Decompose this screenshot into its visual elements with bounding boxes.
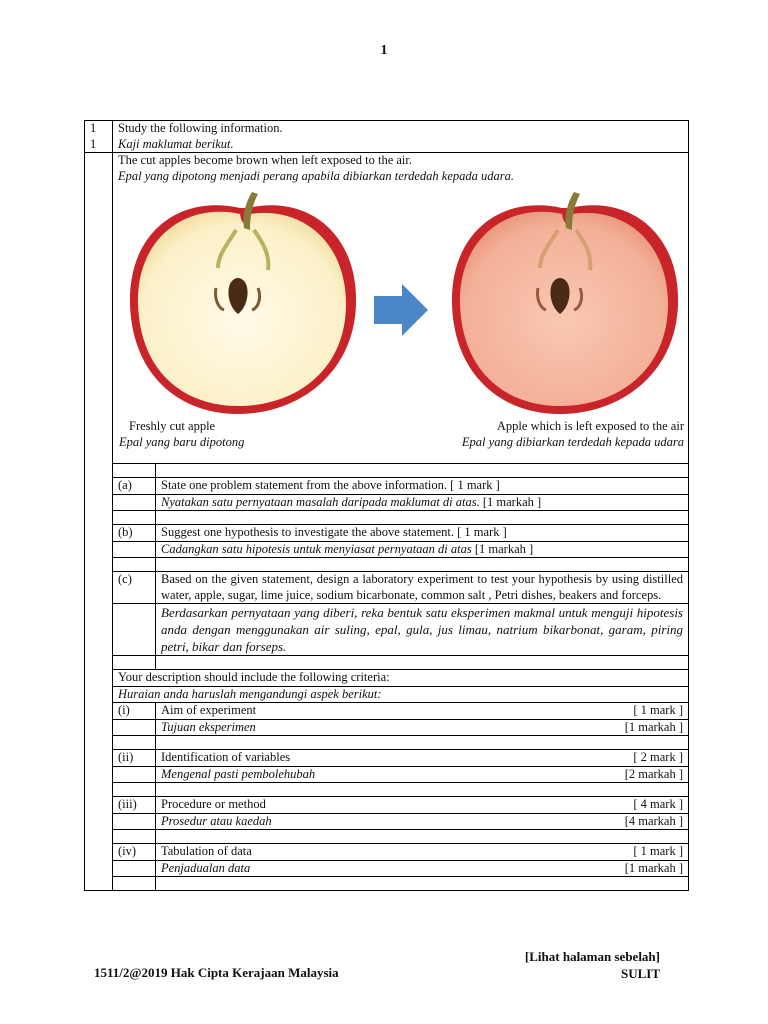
criteria-intro-en: Your description should include the following criteria: [113, 670, 689, 687]
fresh-apple-icon [130, 192, 356, 414]
browned-apple-icon [452, 192, 678, 414]
apple-illustration [118, 184, 694, 416]
part-c-text-en: Based on the given statement, design a laboratory experiment to test your hypothesis by using distilled water, apple, sugar, lime juice, sodium bicarbonate, common salt , Petri dishes, beakers and forceps. [156, 572, 689, 604]
statement-ms: Epal yang dipotong menjadi perang apabila dibiarkan terdedah kepada udara. [118, 168, 515, 183]
question-table: 1 1 Study the following information. Kaji maklumat berikut. The cut apples become brown when left exposed to the air. Epal yang dipotong menjadi perang apabila dibiarkan terdedah kepada udara. Freshly cut apple Epal yang baru dipotong Apple which is left exposed to the air Epal yang dibiarkan terdedah kepada udara (a) State one problem statement from the above information. [ 1 mark ] Nyatakan satu pernyataan masalah daripada maklumat di atas. [1 markah ] (b) Suggest one hypothesis to investigate the above statement. [ 1 mark ] Cadangkan satu hipotesis untuk menyiasat pernyataan di atas [1 markah ] (c) Based on the given statement, design a laboratory experiment to test your hypothesis by using distilled water, apple, sugar, lime juice, sodium bicarbonate, common salt , Petri dishes, beakers and forceps. Berdasarkan pernyataan yang diberi, reka bentuk satu eksperimen makmal untuk menguji hipotesis anda dengan menggunakan air suling, epal, gula, jus limau, natrium bikarbonat, garam, piring petri, bikar dan forseps. Your description should include the following criteria: Huraian anda haruslah mengandungi aspek berikut: (i) Aim of experiment [ 1 mark ] Tujuan eksperimen [1 markah ] (ii) Identification of variables [ 2 mark ] Mengenal pasti pembolehubah [2 markah ] (iii) Procedure or method [ 4 mark ] Prosedur atau kaedah [4 markah ] (iv) Tabulation of data [ 1 mark ] Penjadualan data [1 markah ] [84, 120, 689, 891]
part-c-row [85, 572, 689, 604]
criteria-item: (iii) Procedure or method [ 4 mark ] [85, 797, 689, 814]
apple-figure [118, 184, 683, 414]
part-a-label: (a) [113, 478, 156, 495]
part-b-text-ms: Cadangkan satu hipotesis untuk menyiasat pernyataan di atas [1 markah ] [156, 541, 689, 558]
footer-copyright: 1511/2@2019 Hak Cipta Kerajaan Malaysia [94, 965, 339, 980]
caption-exposed-apple: Apple which is left exposed to the air Epal yang dibiarkan terdedah kepada udara [461, 419, 684, 449]
part-a-text-en: State one problem statement from the above information. [ 1 mark ] [156, 478, 689, 495]
figure-row [85, 153, 689, 464]
page-number: 1 [380, 43, 388, 58]
margin-column [85, 153, 113, 891]
part-a-row [85, 478, 689, 495]
criteria-intro-ms: Huraian anda haruslah mengandungi aspek berikut: [113, 686, 689, 703]
caption-fresh-apple: Freshly cut apple Epal yang baru dipotong [119, 419, 245, 449]
intro-ms: Kaji maklumat berikut. [118, 136, 234, 151]
part-b-row [85, 525, 689, 542]
arrow-right-icon [374, 284, 428, 336]
question-intro [113, 121, 689, 153]
footer-next-page: [Lihat halaman sebelah] SULIT [524, 949, 660, 981]
part-c-text-ms: Berdasarkan pernyataan yang diberi, reka bentuk satu eksperimen makmal untuk menguji hipotesis anda dengan menggunakan air suling, epal, gula, jus limau, natrium bikarbonat, garam, piring petri, bikar dan forseps. [156, 604, 689, 656]
part-b-label: (b) [113, 525, 156, 542]
intro-en: Study the following information. [118, 121, 283, 135]
criteria-item: (iv) Tabulation of data [ 1 mark ] [85, 844, 689, 861]
criteria-item: (ii) Identification of variables [ 2 mark ] [85, 750, 689, 767]
figure-cell [113, 153, 689, 464]
question-intro-row [85, 121, 689, 153]
footer-classification: SULIT [620, 966, 660, 981]
part-c-label: (c) [113, 572, 156, 604]
criteria-item: (i) Aim of experiment [ 1 mark ] [85, 703, 689, 720]
part-a-text-ms: Nyatakan satu pernyataan masalah daripada maklumat di atas. [1 markah ] [156, 494, 689, 511]
part-b-text-en: Suggest one hypothesis to investigate the above statement. [ 1 mark ] [156, 525, 689, 542]
question-number: 1 1 [85, 121, 113, 153]
statement-en: The cut apples become brown when left exposed to the air. [118, 153, 413, 167]
criteria-intro-row [85, 670, 689, 687]
